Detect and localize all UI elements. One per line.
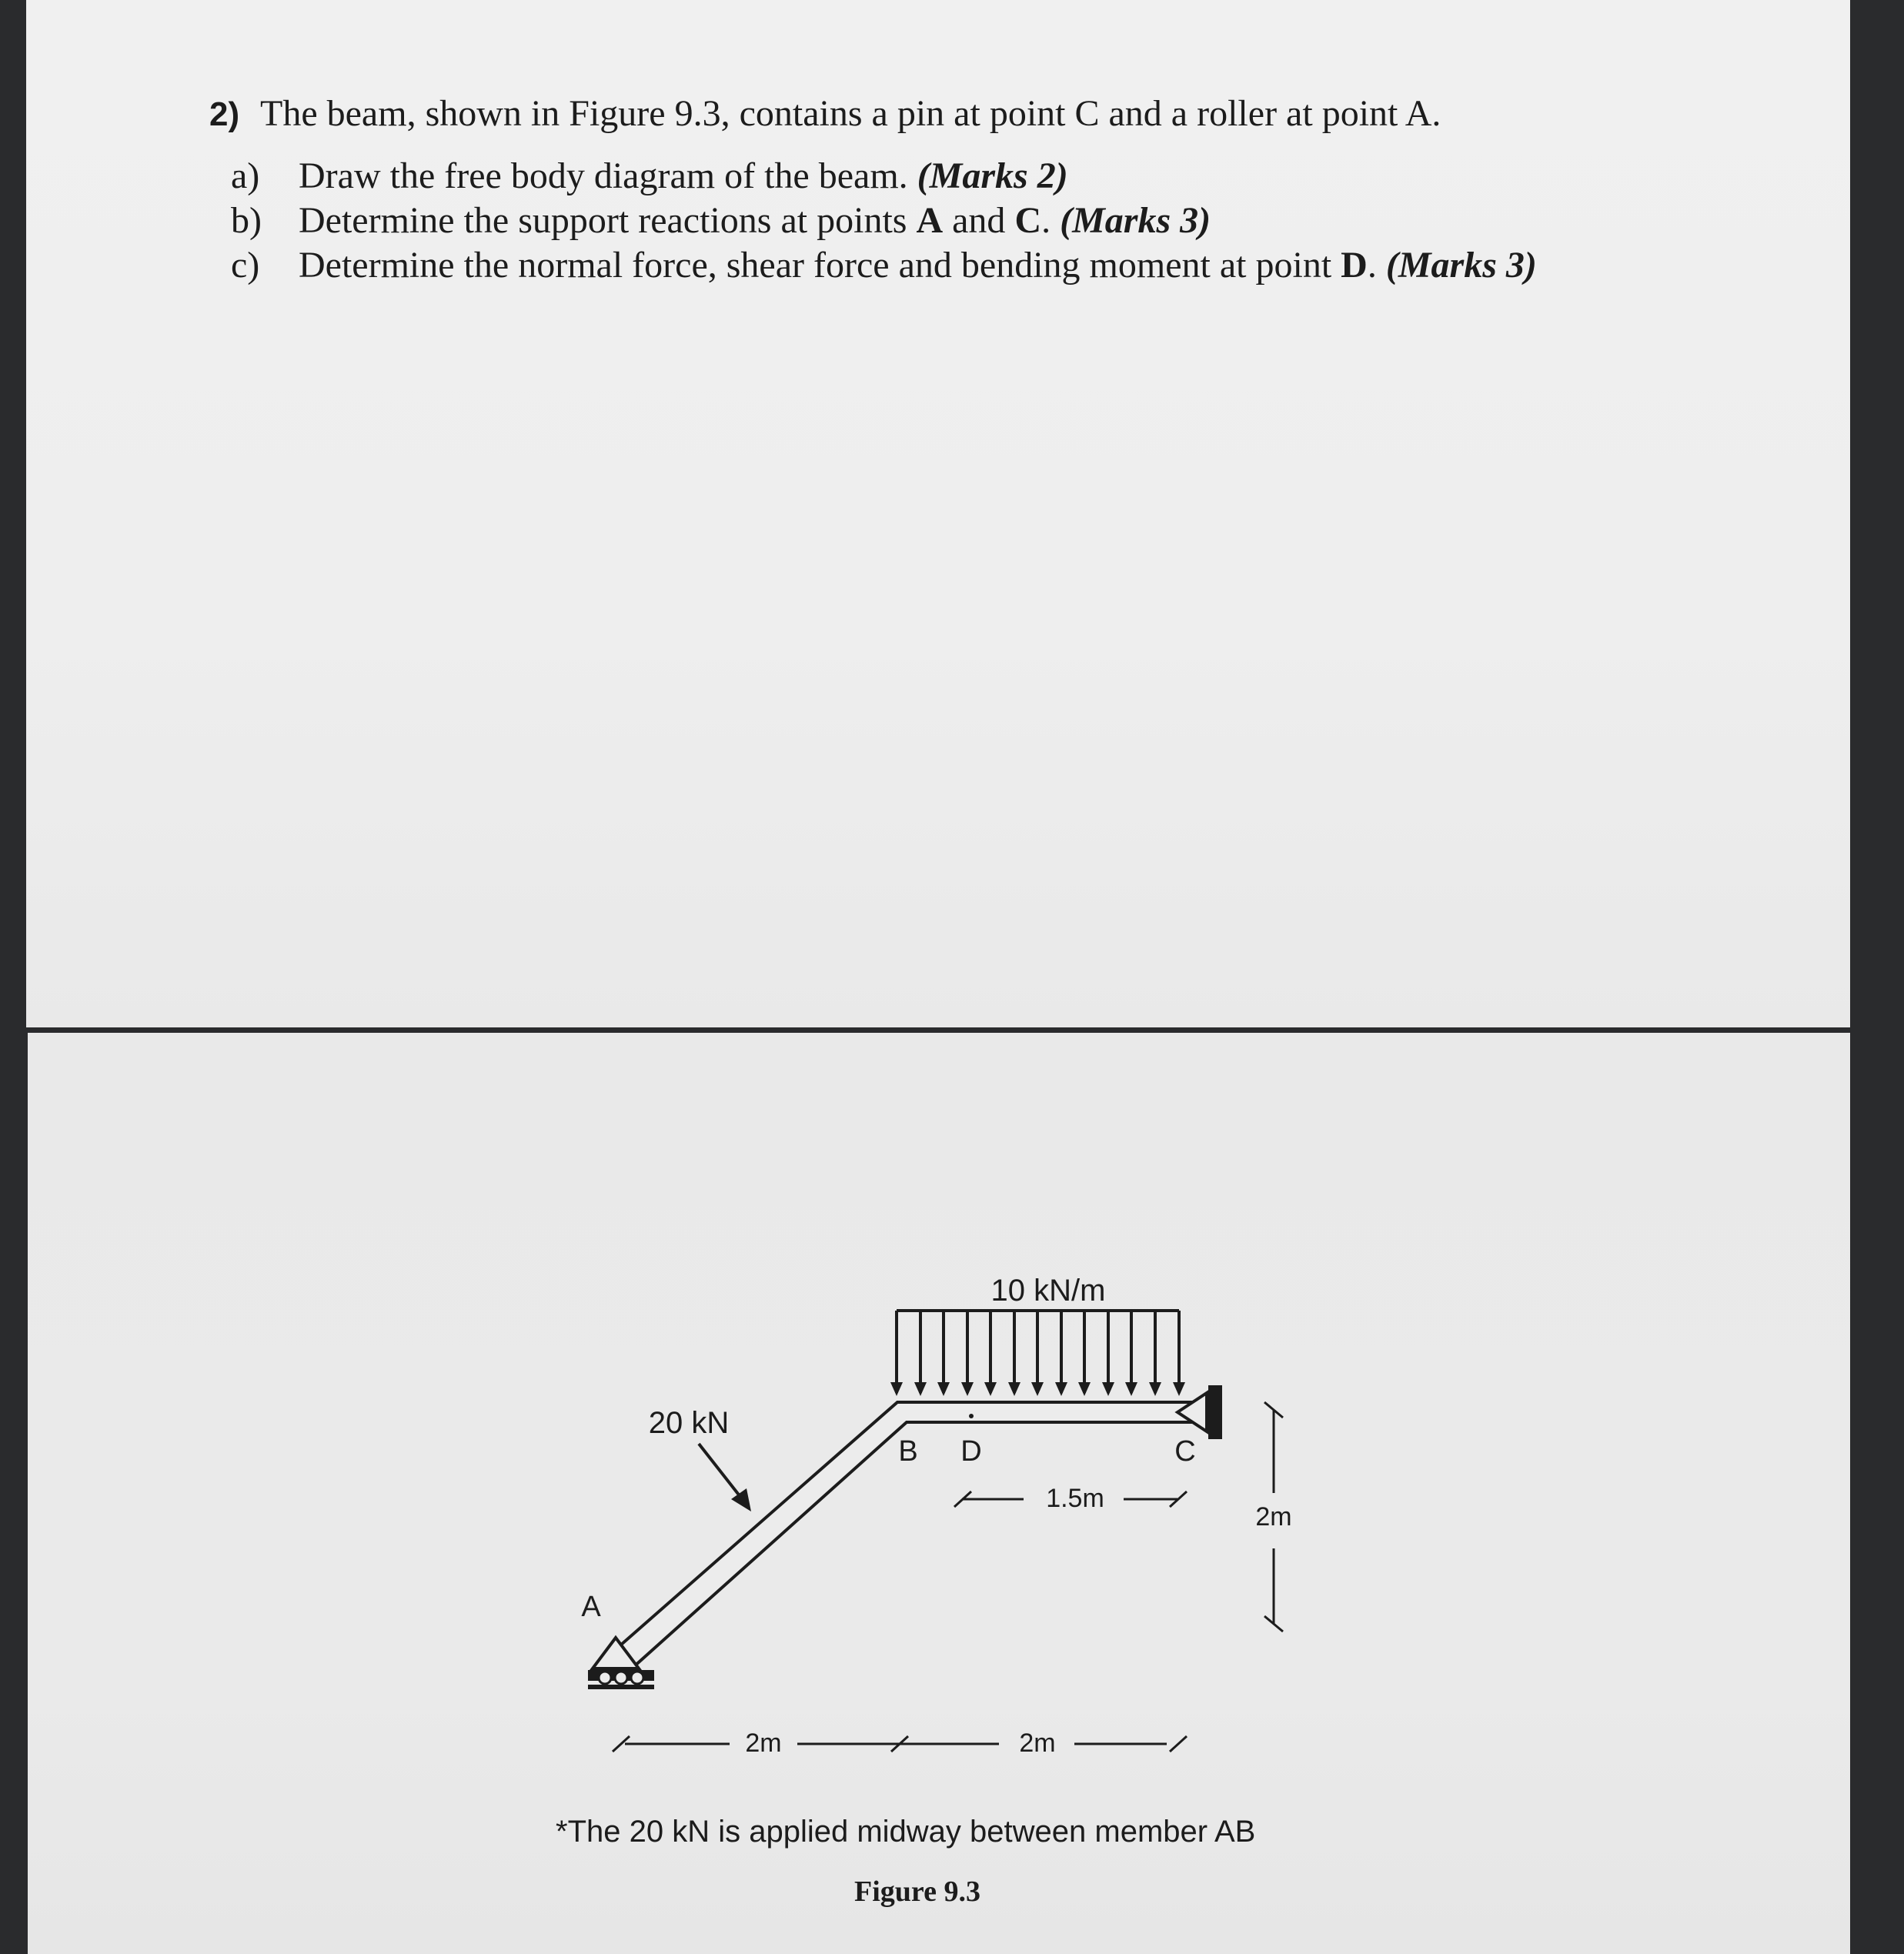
- dim-1-5m-label: 1.5m: [1046, 1484, 1104, 1513]
- part-label: c): [231, 245, 260, 286]
- point-d-ref: D: [1341, 245, 1368, 286]
- pin-support-c: [1177, 1385, 1222, 1439]
- part-text: Determine the normal force, shear force and bending moment at point: [299, 245, 1341, 286]
- label-c: C: [1174, 1435, 1196, 1468]
- point-d-marker: [969, 1414, 974, 1418]
- part-marks: (Marks 3): [1060, 200, 1211, 241]
- point-load-label: 20 kN: [648, 1406, 730, 1440]
- load-arrowheads: [890, 1382, 1185, 1396]
- dim-right-label: 2m: [1019, 1729, 1056, 1758]
- point-c-ref: C: [1014, 200, 1042, 241]
- question-number: 2): [209, 95, 240, 133]
- distributed-load-label: 10 kN/m: [990, 1274, 1106, 1308]
- part-text-end: .: [1041, 200, 1061, 241]
- part-text: Determine the support reactions at points: [299, 200, 917, 241]
- figure-note: *The 20 kN is applied midway between member AB: [556, 1815, 1256, 1849]
- dim-left-label: 2m: [745, 1729, 782, 1758]
- dimension-bottom: [613, 1736, 1187, 1752]
- point-a-ref: A: [916, 200, 944, 241]
- question-text: The beam, shown in Figure 9.3, contains a pin at point C and a roller at point A.: [260, 93, 1441, 134]
- part-text: Draw the free body diagram of the beam.: [299, 155, 908, 196]
- label-a: A: [581, 1591, 601, 1623]
- dim-2m-vertical-label: 2m: [1255, 1502, 1292, 1531]
- point-load: [699, 1444, 751, 1511]
- part-text-end: .: [1367, 245, 1386, 286]
- part-text-and: and: [943, 200, 1015, 241]
- label-b: B: [898, 1435, 918, 1468]
- load-arrows: [897, 1311, 1179, 1393]
- part-label: b): [231, 200, 262, 241]
- part-label: a): [231, 155, 260, 196]
- label-d: D: [960, 1435, 982, 1468]
- figure-caption: Figure 9.3: [854, 1876, 980, 1908]
- part-marks: (Marks 2): [917, 155, 1068, 196]
- part-marks: (Marks 3): [1385, 245, 1537, 286]
- distributed-load: [890, 1311, 1185, 1396]
